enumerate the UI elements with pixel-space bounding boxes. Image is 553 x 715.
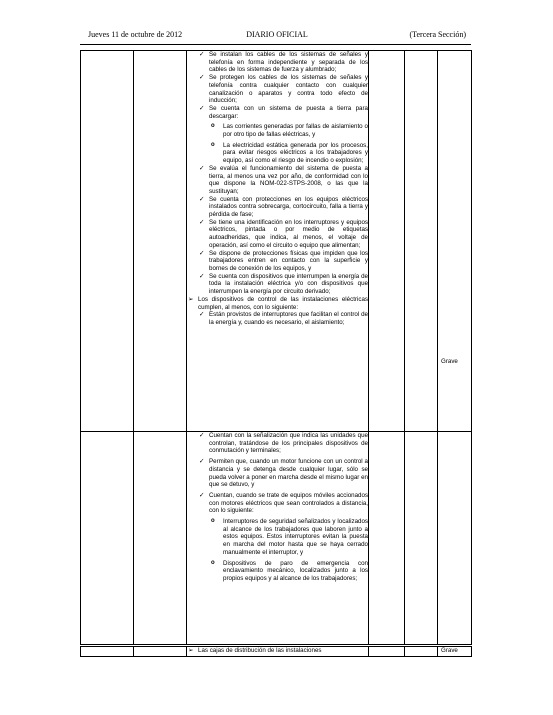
list-item: ➢ Las cajas de distribución de las instalaciones [187,647,368,655]
header-rule [80,44,471,45]
requirements-cell [187,647,369,657]
list-item: ✓ Se evalúa el funcionamiento del sistema de puesta a tierra, al menos una vez por año, de conformidad con lo que dispone la NOM-022-STPS-2008, o las que la sustituyan; [187,165,368,196]
table-cell [369,647,405,657]
table-cell [438,432,472,645]
list-item: o Dispositivos de paro de emergencia con enclavamiento mecánico, localizados junto a los propios equipos y al alcance de los trabajadores; [187,560,368,583]
severity-cell [438,51,472,432]
list-item: ✓ Se dispone de protecciones físicas que impiden que los trabajadores entren en contacto con la superficie y bornes de conexión de los equipos, y [187,250,368,273]
list-item: ➢ Los dispositivos de control de las instalaciones eléctricas cumplen, al menos, con lo siguiente: [187,296,368,311]
list-item: ✓ Se cuenta con dispositivos que interrumpen la energía de toda la instalación eléctrica y/o con dispositivos que interrumpen la energía por circuito derivado; [187,273,368,296]
list-item: ✓ Se protegen los cables de los sistemas de señales y telefonía contra cualquier contacto con cualquier canalización o aparatos y contra todo efecto de inducción; [187,74,368,105]
page-header [88,30,466,44]
table-row [81,647,472,657]
list-item: ✓ Cuentan con la señalización que indica las unidades que controlan, tratándose de los principales dispositivos de conmutación y terminales; [187,432,368,455]
table-row [81,432,472,645]
table-cell [134,432,187,645]
list-item: ✓ Se cuenta con un sistema de puesta a tierra para descargar: [187,105,368,120]
table-row [81,51,472,432]
header-section: (Tercera Sección) [409,30,466,39]
table-cell [81,647,134,657]
list-item: ✓ Cuentan, cuando se trate de equipos móviles accionados con motores eléctricos que sean controlados a distancia, con lo siguiente: [187,492,368,515]
inspection-table-part1 [80,50,472,432]
requirements-cell [187,432,369,645]
table-cell [405,432,438,645]
inspection-table-part2 [80,431,472,645]
table-cell [405,51,438,432]
list-item: ✓ Se instalan los cables de los sistemas de señales y telefonía en forma independiente y separada de los cables de los sistemas de fuerza y alumbrado; [187,51,368,74]
table-cell [134,51,187,432]
severity-label: Grave [441,358,458,365]
severity-label: Grave [441,647,458,654]
table-cell [369,432,405,645]
list-item: ✓ Se cuenta con protecciones en los equipos eléctricos instalados contra sobrecarga, cortocircuito, falla a tierra y pérdida de fase; [187,196,368,219]
table-cell [405,647,438,657]
header-date: Jueves 11 de octubre de 2012 [88,30,183,39]
list-item: ✓ Están provistos de interruptores que facilitan el control de la energía y, cuando es necesario, el aislamiento; [187,311,368,326]
list-item: o La electricidad estática generada por los procesos, para evitar riesgos eléctricos a los trabajadores y equipo, así como el riesgo de incendio o explosión; [187,142,368,165]
table-cell [134,647,187,657]
inspection-table-part3 [80,646,472,657]
table-cell [81,432,134,645]
list-item: ✓ Se tiene una identificación en los interruptores y equipos eléctricos, pintada o por medio de etiquetas autoadheridas, que indica, al menos, el voltaje de operación, así como el circuito o equipo que alimentan; [187,219,368,250]
table-cell [369,51,405,432]
list-item: o Las corrientes generadas por fallas de aislamiento o por otro tipo de fallas eléctricas, y [187,123,368,138]
header-title: DIARIO OFICIAL [246,30,308,39]
severity-cell [438,647,472,657]
list-item: o Interruptores de seguridad señalizados y localizados al alcance de los trabajadores que laboren junto a estos equipos. Estos interruptores evitan la puesta en marcha del motor hasta que se haya cerrado manualmente el interruptor, y [187,518,368,557]
requirements-cell [187,51,369,432]
list-item: ✓ Permiten que, cuando un motor funcione con un control a distancia y se detenga desde cualquier lugar, sólo se pueda volver a poner en marcha desde el mismo lugar en que se detuvo, y [187,458,368,489]
table-cell [81,51,134,432]
